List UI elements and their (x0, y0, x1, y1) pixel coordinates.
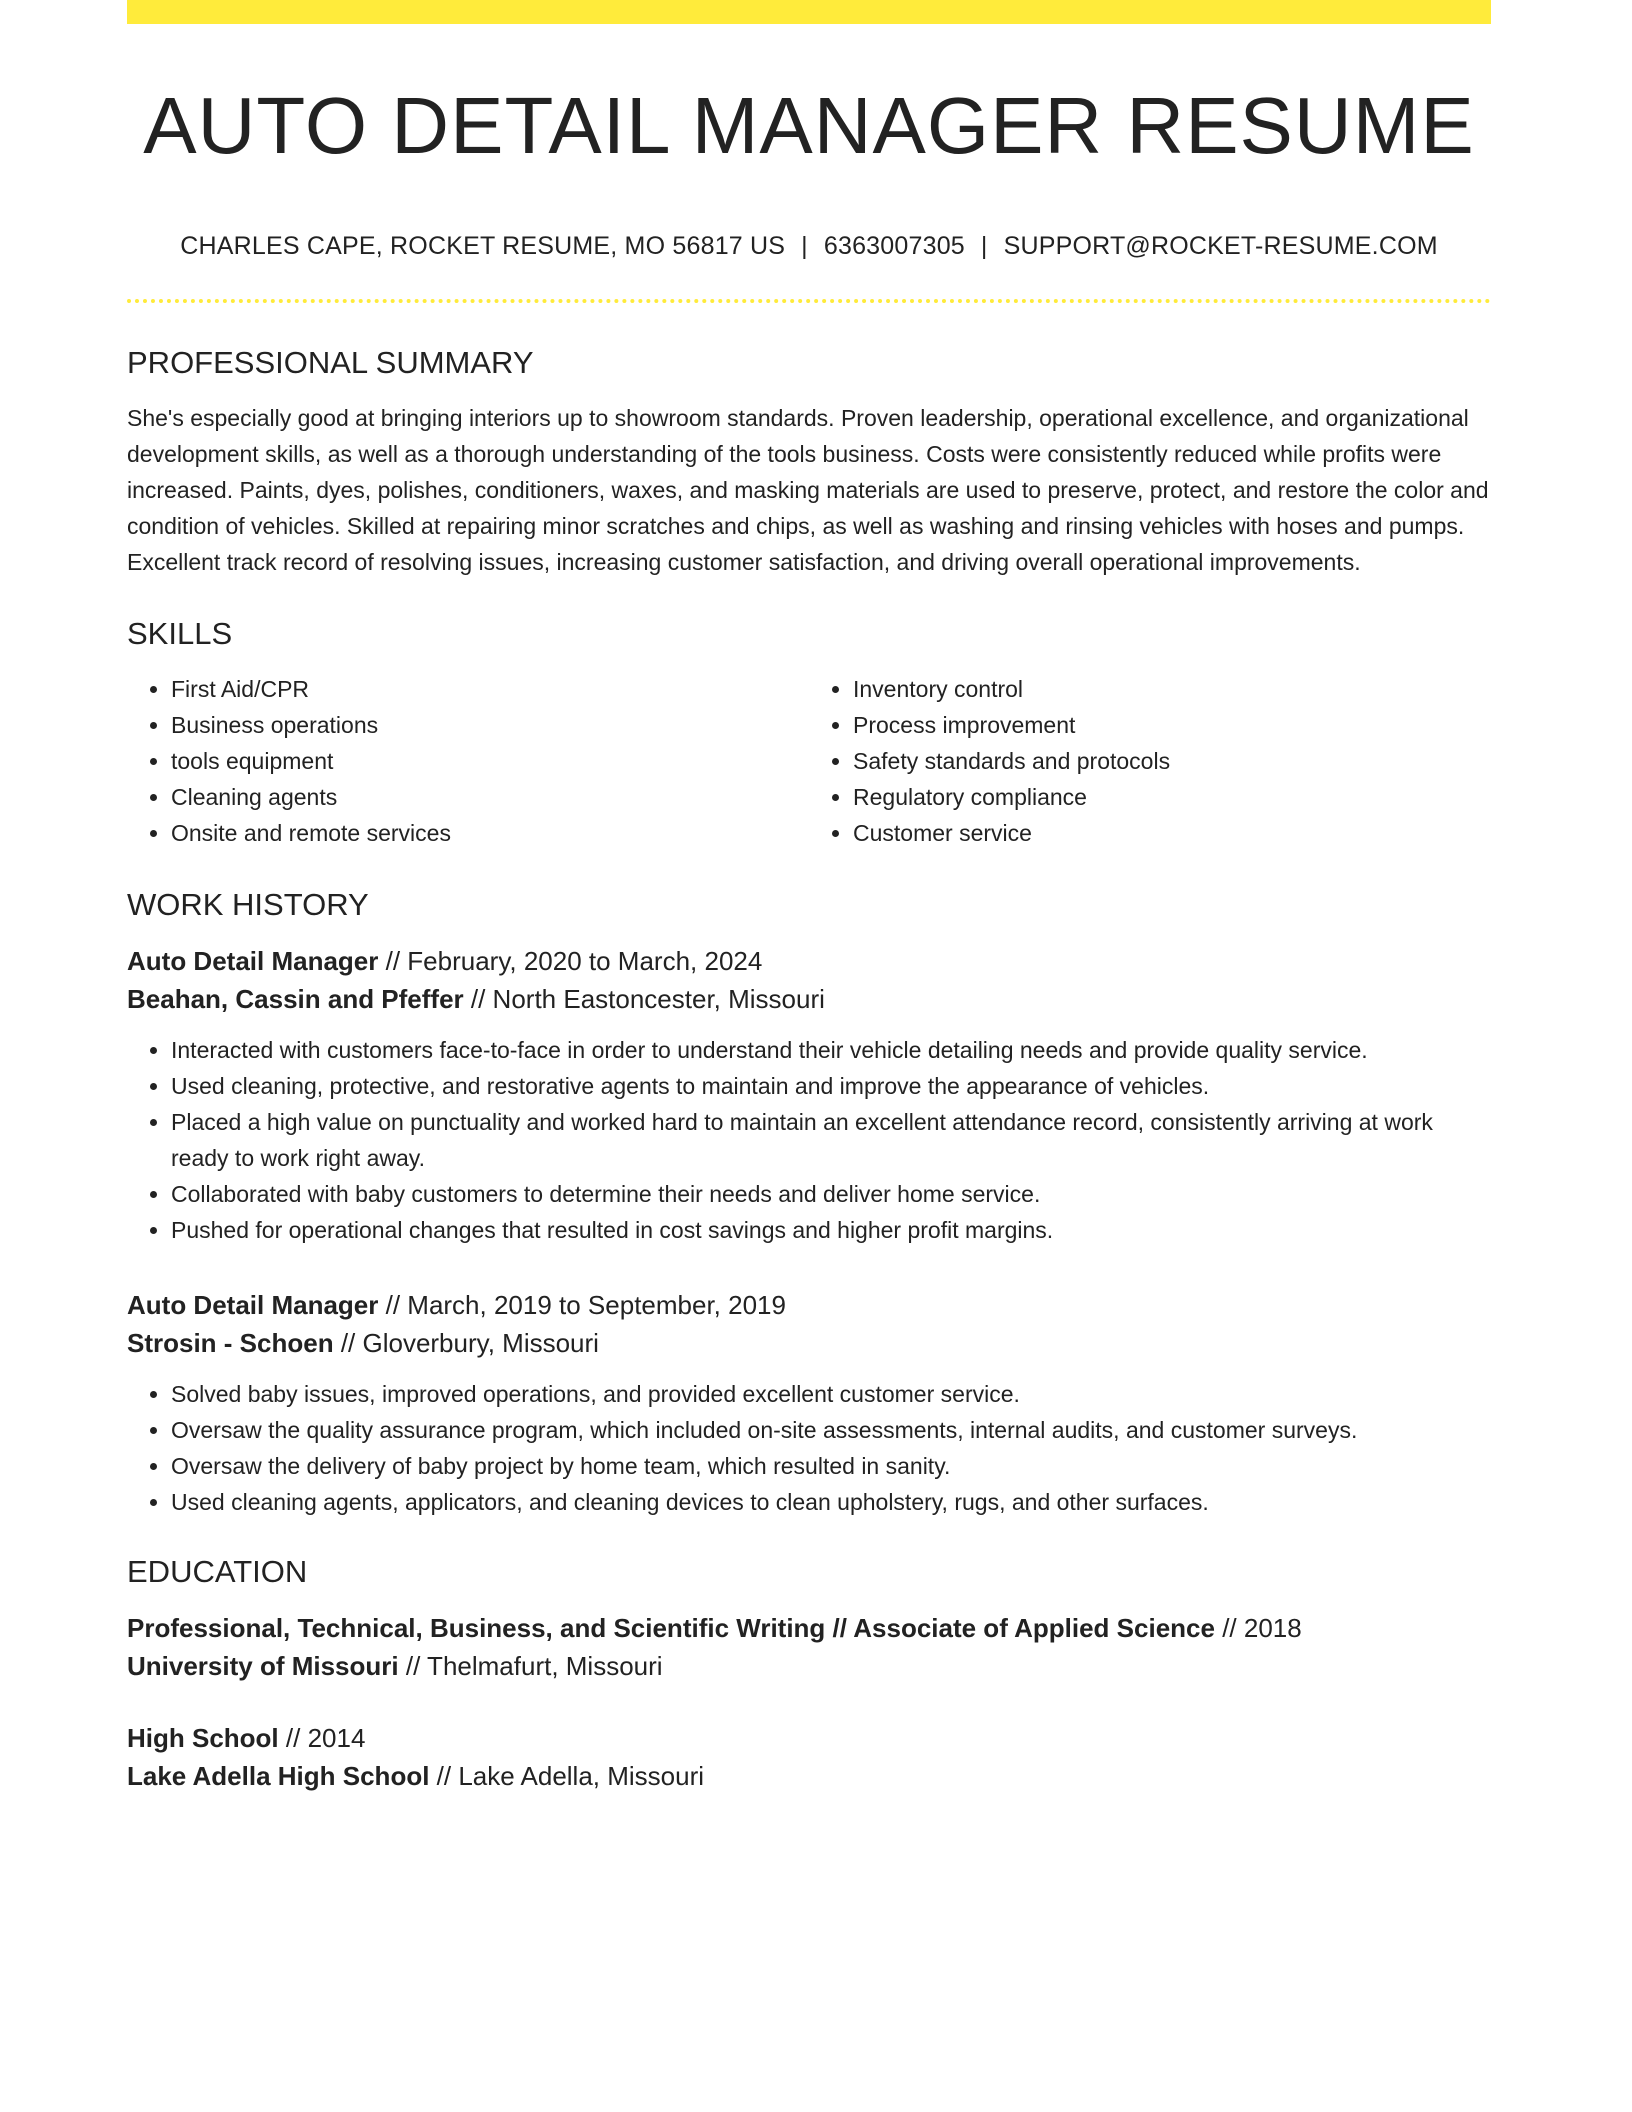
skills-section (127, 618, 1491, 851)
skill-item: • Cleaning agents (171, 779, 809, 815)
job-bullet: • Oversaw the quality assurance program, which included on-site assessments, internal audits, and customer surveys. (171, 1412, 1491, 1448)
job-company: Beahan, Cassin and Pfeffer (127, 984, 464, 1014)
contact-address: CHARLES CAPE, ROCKET RESUME, MO 56817 US (180, 232, 786, 260)
job-bullet: • Pushed for operational changes that resulted in cost savings and higher profit margins. (171, 1212, 1491, 1248)
job-location: // Gloverbury, Missouri (340, 1328, 599, 1358)
job-dates: // February, 2020 to March, 2024 (385, 946, 763, 976)
skill-item: • Customer service (853, 815, 1491, 851)
skills-columns (127, 671, 1491, 851)
skill-item: • Onsite and remote services (171, 815, 809, 851)
education-location: // Lake Adella, Missouri (436, 1761, 705, 1791)
resume-page (127, 0, 1491, 1795)
summary-section (127, 347, 1491, 580)
skill-item: • Inventory control (853, 671, 1491, 707)
education-degree-line (127, 1609, 1491, 1647)
education-school-line (127, 1647, 1491, 1685)
job-bullet: • Used cleaning, protective, and restorative agents to maintain and improve the appearance of vehicles. (171, 1068, 1491, 1104)
contact-separator: | (801, 232, 808, 260)
job-dates: // March, 2019 to September, 2019 (385, 1290, 786, 1320)
skills-list-right (809, 671, 1491, 851)
job-title-line (127, 1286, 1491, 1324)
education-degree: High School (127, 1723, 279, 1753)
job-bullet: • Collaborated with baby customers to determine their needs and deliver home service. (171, 1176, 1491, 1212)
education-school: Lake Adella High School (127, 1761, 430, 1791)
job-title: Auto Detail Manager (127, 1290, 379, 1320)
skill-item: • Safety standards and protocols (853, 743, 1491, 779)
education-heading: EDUCATION (127, 1554, 308, 1589)
top-accent-bar (127, 0, 1491, 24)
skill-item: • Business operations (171, 707, 809, 743)
job-company: Strosin - Schoen (127, 1328, 334, 1358)
job-title: Auto Detail Manager (127, 946, 379, 976)
education-location: // Thelmafurt, Missouri (405, 1651, 663, 1681)
education-degree: Professional, Technical, Business, and Scientific Writing // Associate of Applied Science (127, 1613, 1215, 1643)
contact-line (127, 232, 1491, 261)
contact-separator: | (980, 232, 988, 260)
education-year: // 2018 (1222, 1613, 1302, 1643)
education-section (127, 1556, 1491, 1795)
education-entry (127, 1719, 1491, 1795)
skill-item: • tools equipment (171, 743, 809, 779)
job-company-line (127, 1324, 1491, 1362)
job-location: // North Eastoncester, Missouri (470, 984, 825, 1014)
education-school: University of Missouri (127, 1651, 399, 1681)
skill-item: • Regulatory compliance (853, 779, 1491, 815)
job-bullet: • Placed a high value on punctuality and worked hard to maintain an excellent attendance record, consistently arriving at work ready to work right away. (171, 1104, 1491, 1176)
summary-text: She's especially good at bringing interiors up to showroom standards. Proven leadership, operational excellence, and organizational development skills, as well as a thorough understanding of the tools business. Costs were consistently reduced while profits were increased. Paints, dyes, polishes, conditioners, waxes, and masking materials are used to preserve, protect, and restore the color and condition of vehicles. Skilled at repairing minor scratches and chips, as well as washing and rinsing vehicles with hoses and pumps. Excellent track record of resolving issues, increasing customer satisfaction, and driving overall operational improvements. (127, 405, 1489, 575)
summary-heading: PROFESSIONAL SUMMARY (127, 345, 534, 380)
work-history-section (127, 889, 1491, 1520)
job-bullet: • Oversaw the delivery of baby project by home team, which resulted in sanity. (171, 1448, 1491, 1484)
job-bullets (127, 1376, 1491, 1520)
skill-item: • Process improvement (853, 707, 1491, 743)
job-bullet: • Interacted with customers face-to-face in order to understand their vehicle detailing needs and provide quality service. (171, 1032, 1491, 1068)
dotted-divider (127, 299, 1491, 303)
resume-title: AUTO DETAIL MANAGER RESUME (143, 81, 1475, 170)
education-year: // 2014 (285, 1723, 366, 1753)
education-degree-line (127, 1719, 1491, 1757)
job-bullet: • Used cleaning agents, applicators, and cleaning devices to clean upholstery, rugs, and other surfaces. (171, 1484, 1491, 1520)
job-title-line (127, 942, 1491, 980)
skills-heading: SKILLS (127, 616, 233, 651)
work-history-heading: WORK HISTORY (127, 887, 369, 922)
skills-list-left (127, 671, 809, 851)
job-company-line (127, 980, 1491, 1018)
contact-phone: 6363007305 (823, 232, 965, 260)
education-school-line (127, 1757, 1491, 1795)
education-entry (127, 1609, 1491, 1685)
job-bullet: • Solved baby issues, improved operations, and provided excellent customer service. (171, 1376, 1491, 1412)
job-entry (127, 1286, 1491, 1520)
job-bullets (127, 1032, 1491, 1248)
skill-item: • First Aid/CPR (171, 671, 809, 707)
job-entry (127, 942, 1491, 1248)
contact-email: SUPPORT@ROCKET-RESUME.COM (1003, 232, 1438, 260)
